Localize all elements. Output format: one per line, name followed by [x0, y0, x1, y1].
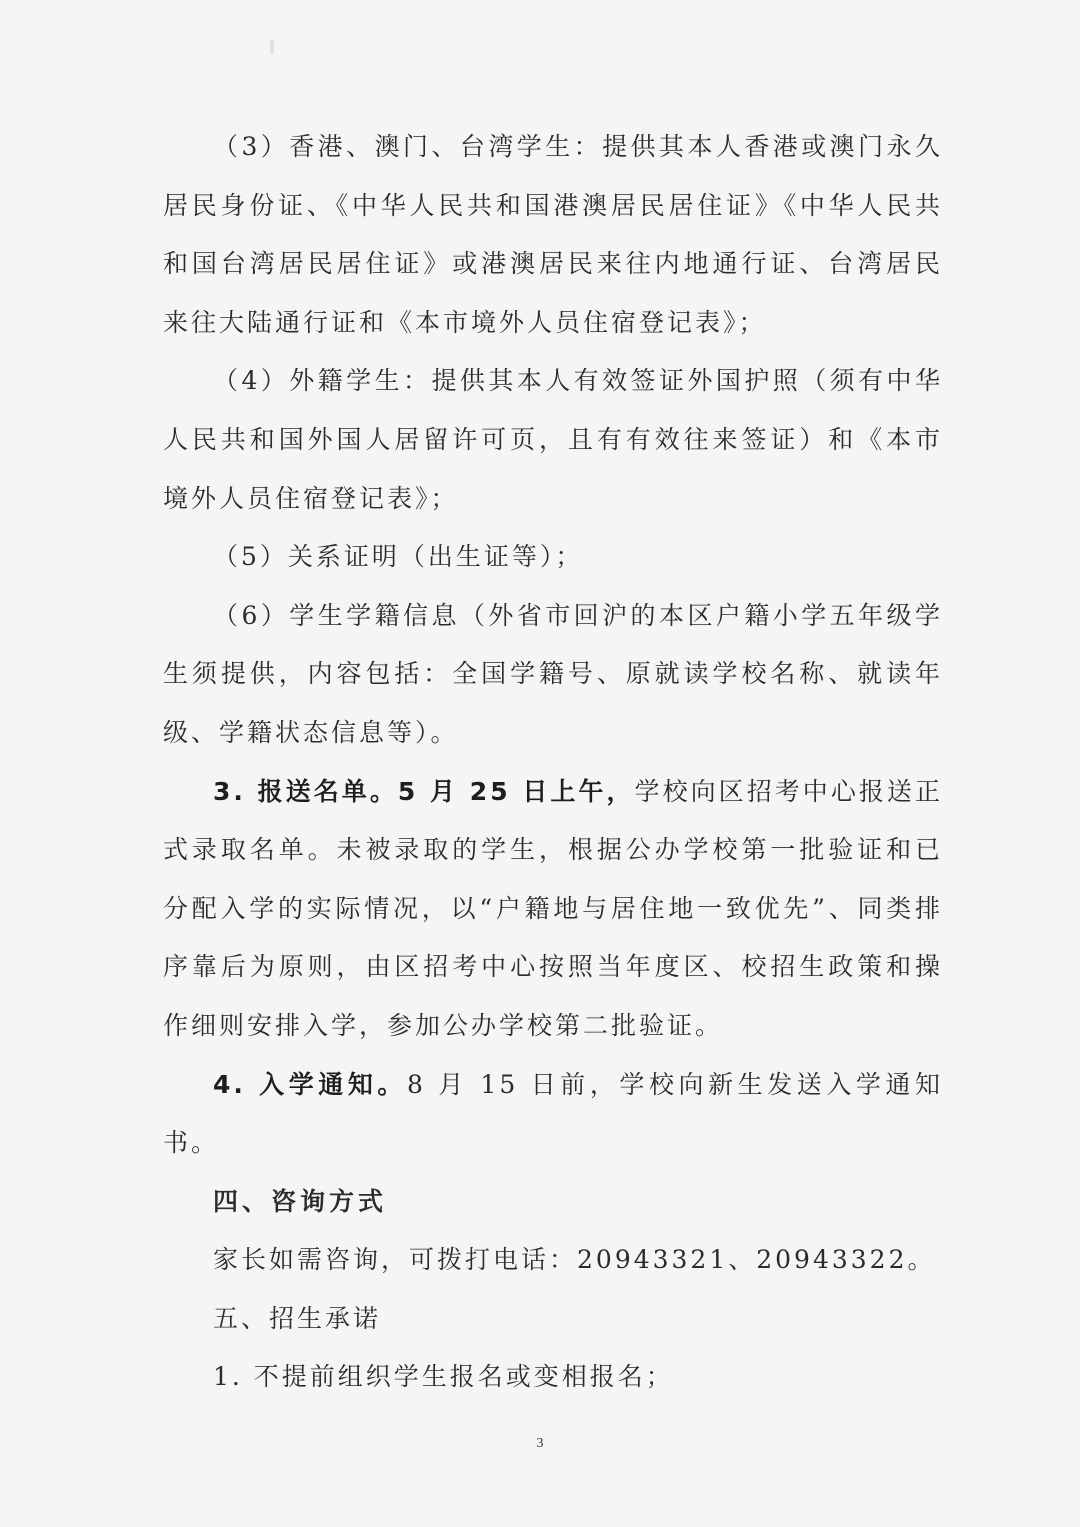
document-body — [163, 118, 943, 1407]
admission-notice-text: 8 月 15 日前，学校向新生发送入学通知书。 — [163, 1069, 943, 1158]
scan-artifact — [270, 40, 274, 54]
paragraph-student-status-info: （6）学生学籍信息（外省市回沪的本区户籍小学五年级学生须提供，内容包括：全国学籍号、原就读学校名称、就读年级、学籍状态信息等）。 — [163, 600, 943, 747]
paragraph-commitment-1: 1. 不提前组织学生报名或变相报名； — [213, 1362, 674, 1392]
paragraph-foreign-students: （4）外籍学生：提供其本人有效签证外国护照（须有中华人民共和国外国人居留许可页，且有有效往来签证）和《本市境外人员住宿登记表》； — [163, 366, 943, 513]
submit-list-label: 3. 报送名单。5 月 25 日上午， — [213, 776, 635, 806]
paragraph-relationship-proof: （5）关系证明（出生证等）； — [213, 542, 584, 572]
paragraph-admission-notice — [163, 1056, 943, 1173]
paragraph-hk-macao-taiwan-students: （3）香港、澳门、台湾学生：提供其本人香港或澳门永久居民身份证、《中华人民共和国港澳居民居住证》《中华人民共和国台湾居民居住证》或港澳居民来往内地通行证、台湾居民来往大陆通行证和《本市境外人员住宿登记表》； — [163, 132, 943, 337]
admission-notice-label: 4. 入学通知。 — [213, 1069, 407, 1099]
heading-enrollment-commitment: 五、招生承诺 — [213, 1303, 382, 1333]
page-number: 3 — [536, 1436, 544, 1451]
paragraph-consultation-phone: 家长如需咨询，可拨打电话：20943321、20943322。 — [213, 1245, 936, 1275]
heading-consultation: 四、咨询方式 — [213, 1186, 388, 1216]
submit-list-text: 学校向区招考中心报送正式录取名单。未被录取的学生，根据公办学校第一批验证和已分配入学的实际情况，以“户籍地与居住地一致优先”、同类排序靠后为原则，由区招考中心按照当年度区、校招生政策和操作细则安排入学，参加公办学校第二批验证。 — [163, 776, 943, 1040]
paragraph-submit-list — [163, 763, 943, 1056]
